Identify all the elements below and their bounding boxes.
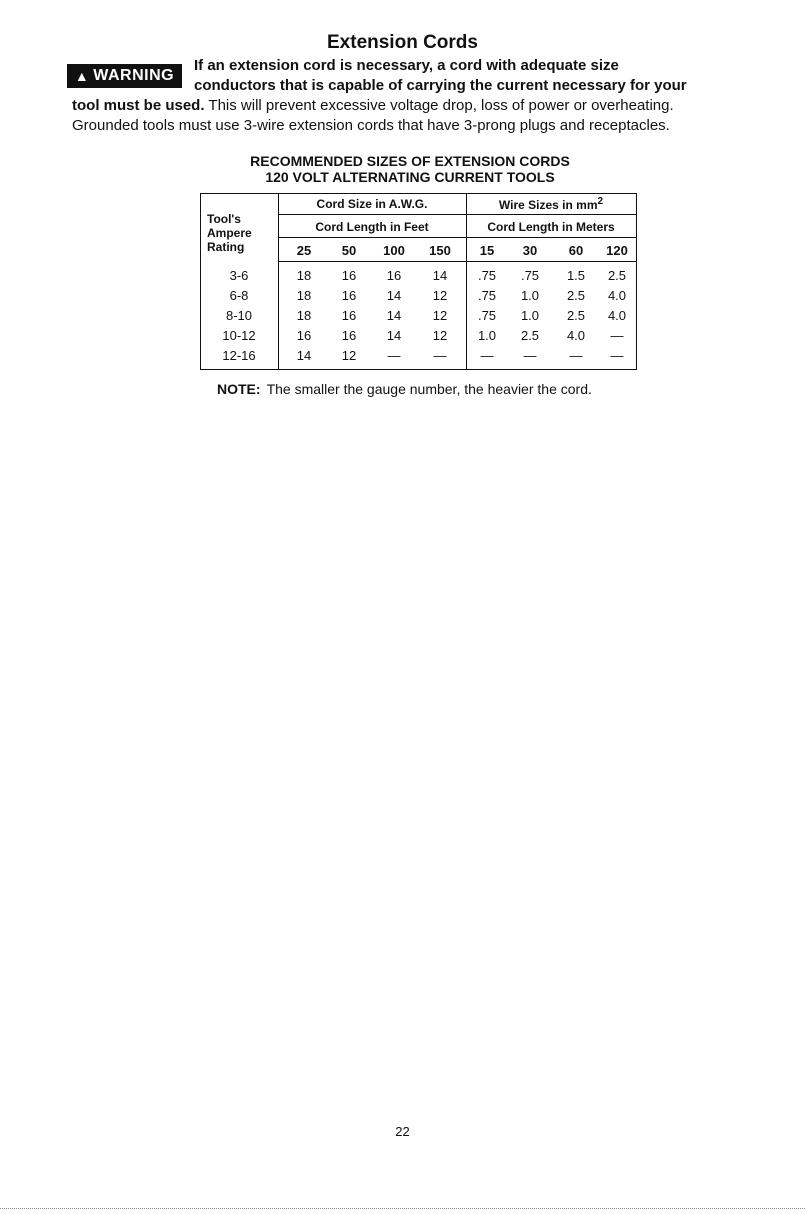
awg-cell: 18 bbox=[296, 268, 312, 283]
awg-cell: 14 bbox=[386, 308, 402, 323]
mm-cell: 1.0 bbox=[477, 328, 497, 343]
mm-header-text: Wire Sizes in mm bbox=[498, 198, 598, 212]
awg-cell: 14 bbox=[432, 268, 448, 283]
table-title: RECOMMENDED SIZES OF EXTENSION CORDS bbox=[250, 153, 570, 169]
awg-cell: 16 bbox=[341, 288, 357, 303]
awg-cell: 16 bbox=[386, 268, 402, 283]
warning-line-2: conductors that is capable of carrying the current necessary for your bbox=[194, 77, 687, 94]
table-row-rating: 6-8 bbox=[229, 288, 249, 303]
feet-length-header: Cord Length in Feet bbox=[315, 220, 429, 234]
awg-cell: 18 bbox=[296, 288, 312, 303]
table-row-rating: 8-10 bbox=[225, 308, 253, 323]
mm-cell: 2.5 bbox=[607, 268, 627, 283]
awg-cell: 14 bbox=[386, 328, 402, 343]
warning-line-3-bold: tool must be used. bbox=[72, 97, 205, 114]
awg-cell: 12 bbox=[432, 328, 448, 343]
feet-length-2: 100 bbox=[383, 243, 405, 258]
mm-header-sup: 2 bbox=[597, 196, 604, 207]
awg-cell: 16 bbox=[341, 328, 357, 343]
table-row-rating: 3-6 bbox=[229, 268, 249, 283]
warning-badge-label: WARNING bbox=[93, 67, 175, 84]
mm-cell: — bbox=[610, 348, 624, 363]
feet-length-0: 25 bbox=[296, 243, 312, 258]
meter-length-header: Cord Length in Meters bbox=[487, 220, 615, 234]
awg-cell: 12 bbox=[341, 348, 357, 363]
meter-length-0: 15 bbox=[479, 243, 495, 258]
warning-badge bbox=[67, 64, 182, 88]
mm-cell: 2.5 bbox=[566, 288, 586, 303]
table-header-rule-2 bbox=[278, 237, 636, 238]
extension-cord-table bbox=[200, 193, 637, 370]
mm-cell: 2.5 bbox=[520, 328, 540, 343]
awg-cell: 16 bbox=[296, 328, 312, 343]
awg-cell: 14 bbox=[296, 348, 312, 363]
awg-cell: — bbox=[433, 348, 447, 363]
mm-header bbox=[466, 196, 636, 212]
mm-cell: .75 bbox=[477, 308, 497, 323]
mm-cell: 1.0 bbox=[520, 308, 540, 323]
page-number: 22 bbox=[395, 1124, 410, 1139]
awg-cell: 12 bbox=[432, 288, 448, 303]
warning-triangle-icon: ▲ bbox=[74, 68, 90, 84]
mm-cell: .75 bbox=[477, 288, 497, 303]
tool-header-line-1: Tool's bbox=[207, 212, 241, 226]
awg-cell: 12 bbox=[432, 308, 448, 323]
table-header-rule-1 bbox=[278, 214, 636, 215]
awg-cell: 16 bbox=[341, 308, 357, 323]
mm-cell: — bbox=[480, 348, 494, 363]
page-title: Extension Cords bbox=[327, 32, 478, 53]
table-row-rating: 12-16 bbox=[222, 348, 256, 363]
warning-line-4: Grounded tools must use 3-wire extension cords that have 3-prong plugs and receptacles. bbox=[72, 117, 670, 134]
meter-length-2: 60 bbox=[568, 243, 584, 258]
page-bottom-rule bbox=[0, 1208, 805, 1209]
warning-line-3 bbox=[72, 96, 674, 116]
feet-length-1: 50 bbox=[341, 243, 357, 258]
awg-cell: 14 bbox=[386, 288, 402, 303]
mm-cell: — bbox=[569, 348, 583, 363]
table-header-rule-3 bbox=[278, 261, 636, 262]
mm-cell: 4.0 bbox=[607, 288, 627, 303]
mm-cell: .75 bbox=[477, 268, 497, 283]
mm-cell: — bbox=[610, 328, 624, 343]
mm-cell: 4.0 bbox=[607, 308, 627, 323]
mm-cell: 2.5 bbox=[566, 308, 586, 323]
mm-cell: 1.5 bbox=[566, 268, 586, 283]
awg-cell: — bbox=[387, 348, 401, 363]
note-text: The smaller the gauge number, the heavier the cord. bbox=[266, 381, 592, 397]
tool-header-line-3: Rating bbox=[207, 240, 245, 254]
warning-line-3-rest: This will prevent excessive voltage drop, loss of power or overheating. bbox=[204, 97, 674, 114]
feet-length-3: 150 bbox=[429, 243, 451, 258]
table-row-rating: 10-12 bbox=[222, 328, 256, 343]
mm-cell: 4.0 bbox=[566, 328, 586, 343]
awg-cell: 16 bbox=[341, 268, 357, 283]
mm-cell: 1.0 bbox=[520, 288, 540, 303]
table-subtitle: 120 VOLT ALTERNATING CURRENT TOOLS bbox=[265, 169, 555, 185]
meter-length-3: 120 bbox=[606, 243, 628, 258]
meter-length-1: 30 bbox=[522, 243, 538, 258]
awg-cell: 18 bbox=[296, 308, 312, 323]
mm-cell: — bbox=[523, 348, 537, 363]
mm-cell: .75 bbox=[520, 268, 540, 283]
tool-ampere-rating-header bbox=[207, 212, 252, 254]
awg-header: Cord Size in A.W.G. bbox=[316, 197, 428, 211]
warning-line-1: If an extension cord is necessary, a cord with adequate size bbox=[194, 57, 619, 74]
note-label: NOTE: bbox=[217, 381, 261, 397]
tool-header-line-2: Ampere bbox=[207, 226, 252, 240]
note bbox=[217, 381, 592, 397]
